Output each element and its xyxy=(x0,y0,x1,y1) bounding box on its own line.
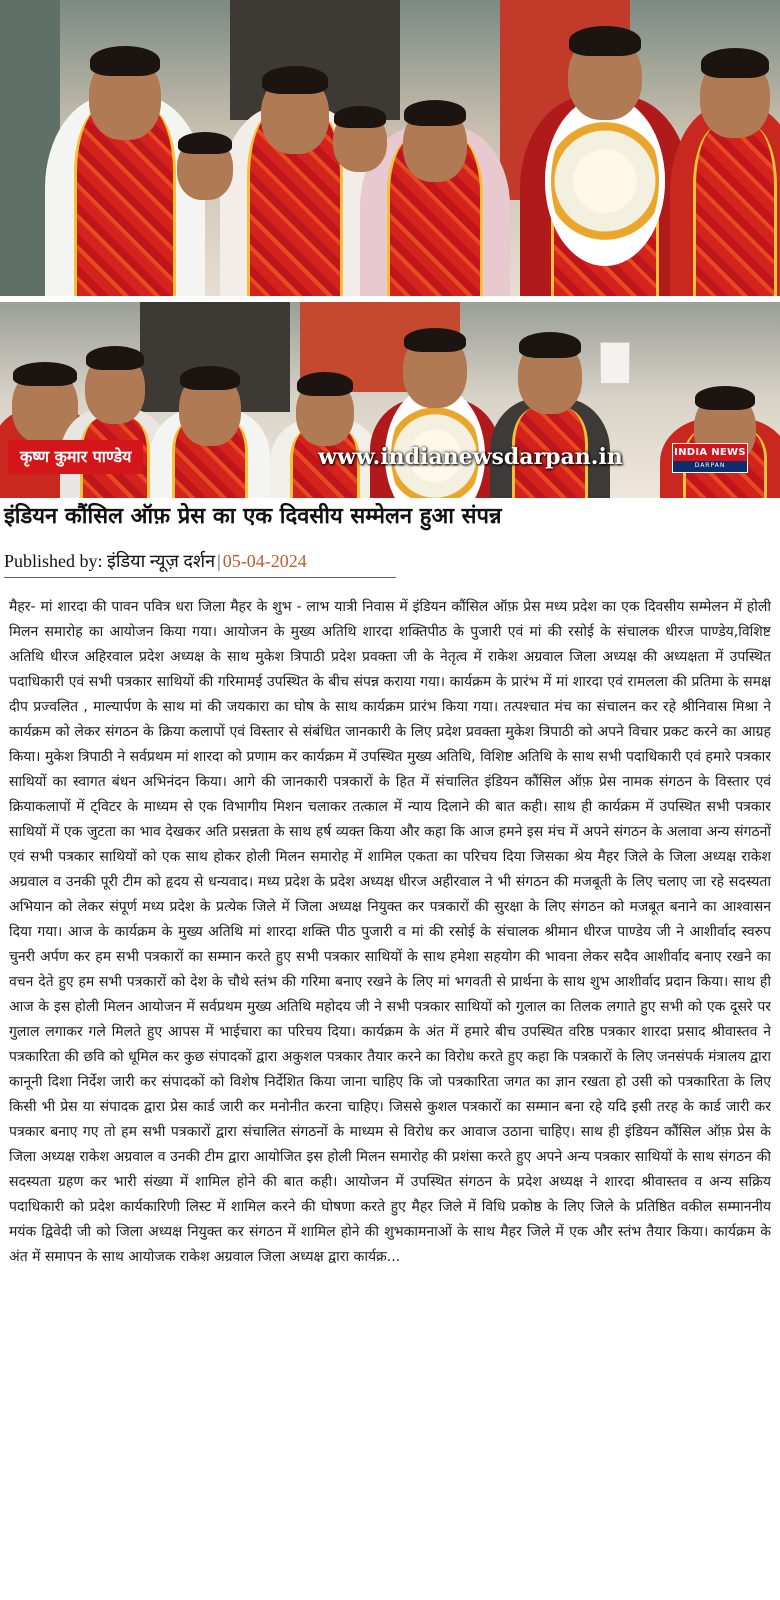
byline-prefix: Published by: xyxy=(4,551,103,571)
india-news-darpan-logo xyxy=(672,443,748,473)
byline-separator: | xyxy=(217,551,221,571)
article-headline: इंडियन कौंसिल ऑफ़ प्रेस का एक दिवसीय सम्मेलन हुआ संपन्न xyxy=(4,504,502,529)
reporter-name-tag: कृष्ण कुमार पाण्डेय xyxy=(8,440,143,474)
byline-underline xyxy=(4,577,396,578)
logo-sub-text: DARPAN xyxy=(694,462,726,469)
publish-date: 05-04-2024 xyxy=(222,551,307,571)
logo-main-text: INDIA NEWS xyxy=(673,444,747,461)
byline-publisher: इंडिया न्यूज़ दर्शन xyxy=(107,551,216,571)
event-photo-top xyxy=(0,0,780,296)
byline xyxy=(4,547,307,577)
article-body: मैहर- मां शारदा की पावन पवित्र धरा जिला मैहर के शुभ - लाभ यात्री निवास में इंडियन कौंसिल ऑफ़ प्रेस मध्य प्रदेश का एक दिवसीय सम्मेलन में होली मिलन समारोह का आयोजन किया गया। आयोजन के मुख्य अतिथि शारदा शक्तिपीठ के पुजारी एवं मां की रसोई के संचालक धीरज पाण्डेय,विशिष्ट अतिथि धीरज अहिरवाल प्रदेश अध्यक्ष के साथ मुकेश त्रिपाठी प्रदेश प्रवक्ता जी के नेतृत्व में राकेश अग्रवाल जिला अध्यक्ष की अध्यक्षता में उपस्थित पदाधिकारी एवं सभी पत्रकार साथियों की गरिमामई उपस्थित के बीच संपन्न कराया गया। कार्यक्रम के प्रारंभ में मां शारदा एवं रामलला की प्रतिमा के समक्ष दीप प्रज्वलित , माल्यार्पण के साथ मां की जयकारा का घोष के साथ कार्यक्रम प्रारंभ किया गया। तत्पश्चात मंच का संचालन कर रहे श्रीनिवास मिश्रा ने कार्यक्रम को लेकर संगठन के क्रिया कलापों एवं विस्तार से संबंधित जानकारी के लिए प्रदेश प्रवक्ता मुकेश त्रिपाठी को अपने विचार प्रकट करने का आग्रह किया। मुकेश त्रिपाठी ने सर्वप्रथम मां शारदा को प्रणाम कर कार्यक्रम में उपस्थित मुख्य अतिथि, विशिष्ट अतिथि के साथ सभी पदाधिकारी एवं हमारे पत्रकार साथियों का स्वागत बंधन अभिनंदन किया। आगे की जानकारी पत्रकारों के हित में संचालित इंडियन कौंसिल ऑफ़ प्रेस नामक संगठन के विस्तार एवं क्रियाकलापों में ट्विटर के माध्यम से एक विभागीय मिशन चलाकर तत्काल में न्याय दिलाने की बात कही। साथ ही कार्यक्रम में उपस्थित सभी पत्रकार साथियों में एक जुटता का भाव देखकर अति प्रसन्नता के साथ हर्ष व्यक्त किया और कहा कि आज हमने इस मंच में अपने संगठन के अलावा अन्य संगठनों एवं सभी पत्रकार साथियों को एक साथ होकर होली मिलन समारोह में शामिल एकता का परिचय दिया जिसका श्रेय मैहर जिले के जिला अध्यक्ष राकेश अग्रवाल व उनकी पूरी टीम को हृदय से धन्यवाद। मध्य प्रदेश के प्रदेश अध्यक्ष धीरज अहीरवाल ने भी संगठन की मजबूती के लिए चलाए जा रहे सदस्यता अभियान को लेकर संपूर्ण मध्य प्रदेश के प्रत्येक जिले में जिला अध्यक्ष नियुक्त कर पत्रकारों की सुरक्षा के लिए संगठन को मजबूत बनाने का आश्वासन दिया गया। आज के कार्यक्रम के मुख्य अतिथि मां शारदा शक्ति पीठ पुजारी व मां की रसोई के संचालक श्रीमान धीरज पाण्डेय जी ने आशीर्वाद स्वरुप चुनरी अर्पण कर हम सभी पत्रकारों का सम्मान करते हुए सभी पत्रकार साथियों के साथ हमेशा सहयोग की भावना लेकर सदैव आशीर्वाद बनाए रखने का वचन देते हुए हम सभी पत्रकारों को देश के चौथे स्तंभ की गरिमा बनाए रखने के लिए मां भगवती से प्रार्थना के साथ शुभ आशीर्वाद प्रदान किया। साथ ही आज के इस होली मिलन आयोजन में सर्वप्रथम मुख्य अतिथि महोदय जी ने सभी पत्रकार साथियों को गुलाल का तिलक लगाते हुए सभी को एक दूसरे पर गुलाल लगाकर गले मिलते हुए आपस में भाईचारा का परिचय दिया। कार्यक्रम के अंत में हमारे बीच उपस्थित वरिष्ठ पत्रकार शारदा प्रसाद श्रीवास्तव ने पत्रकारिता की छवि को धूमिल कर कुछ संपादकों द्वारा अकुशल पत्रकार तैयार करने का विरोध करते हुए कहा कि पत्रकारों के लिए जनसंपर्क मंत्रालय द्वारा कानूनी दिशा निर्देश जारी कर संपादकों को विशेष निर्देशित किया जाना चाहिए कि जो पत्रकारिता जगत का ज्ञान रखता हो उसी को पत्रकारिता के लिए किसी भी प्रेस या संपादक द्वारा प्रेस कार्ड जारी कर मनोनीत करना चाहिए। जिससे कुशल पत्रकारों का सम्मान बना रहे यदि इसी तरह के कार्ड जारी कर पत्रकार बनाए गए तो हम सभी पत्रकारों द्वारा संचालित संगठनों के माध्यम से विरोध कर आवाज उठाना चाहिए। साथ ही इंडियन कौंसिल ऑफ़ प्रेस के जिला अध्यक्ष राकेश अग्रवाल व उनकी टीम द्वारा आयोजित इस होली मिलन समारोह की प्रशंसा करते हुए अपने अन्य पत्रकार साथियों के साथ संगठन की सदस्यता ग्रहण कर भारी संख्या में शामिल होने की बात कही। आयोजन में उपस्थित संगठन के प्रदेश अध्यक्ष ने शारदा श्रीवास्तव व अन्य सक्रिय पदाधिकारी को प्रदेश कार्यकारिणी लिस्ट में शामिल करने की घोषणा करते हुए मैहर जिले में विधि प्रकोष्ठ के लिए जिले के प्रतिष्ठित वकील सम्माननीय मयंक द्विवेदी जी को जिला अध्यक्ष नियुक्त कर संगठन में शामिल होने की शुभकामनाओं के साथ मैहर जिले में एक और स्तंभ तैयार किया। कार्यक्रम के अंत में समापन के साथ आयोजक राकेश अग्रवाल जिला अध्यक्ष द्वारा कार्यक्र... xyxy=(9,599,771,1265)
site-watermark: www.indianewsdarpan.in xyxy=(318,444,623,470)
